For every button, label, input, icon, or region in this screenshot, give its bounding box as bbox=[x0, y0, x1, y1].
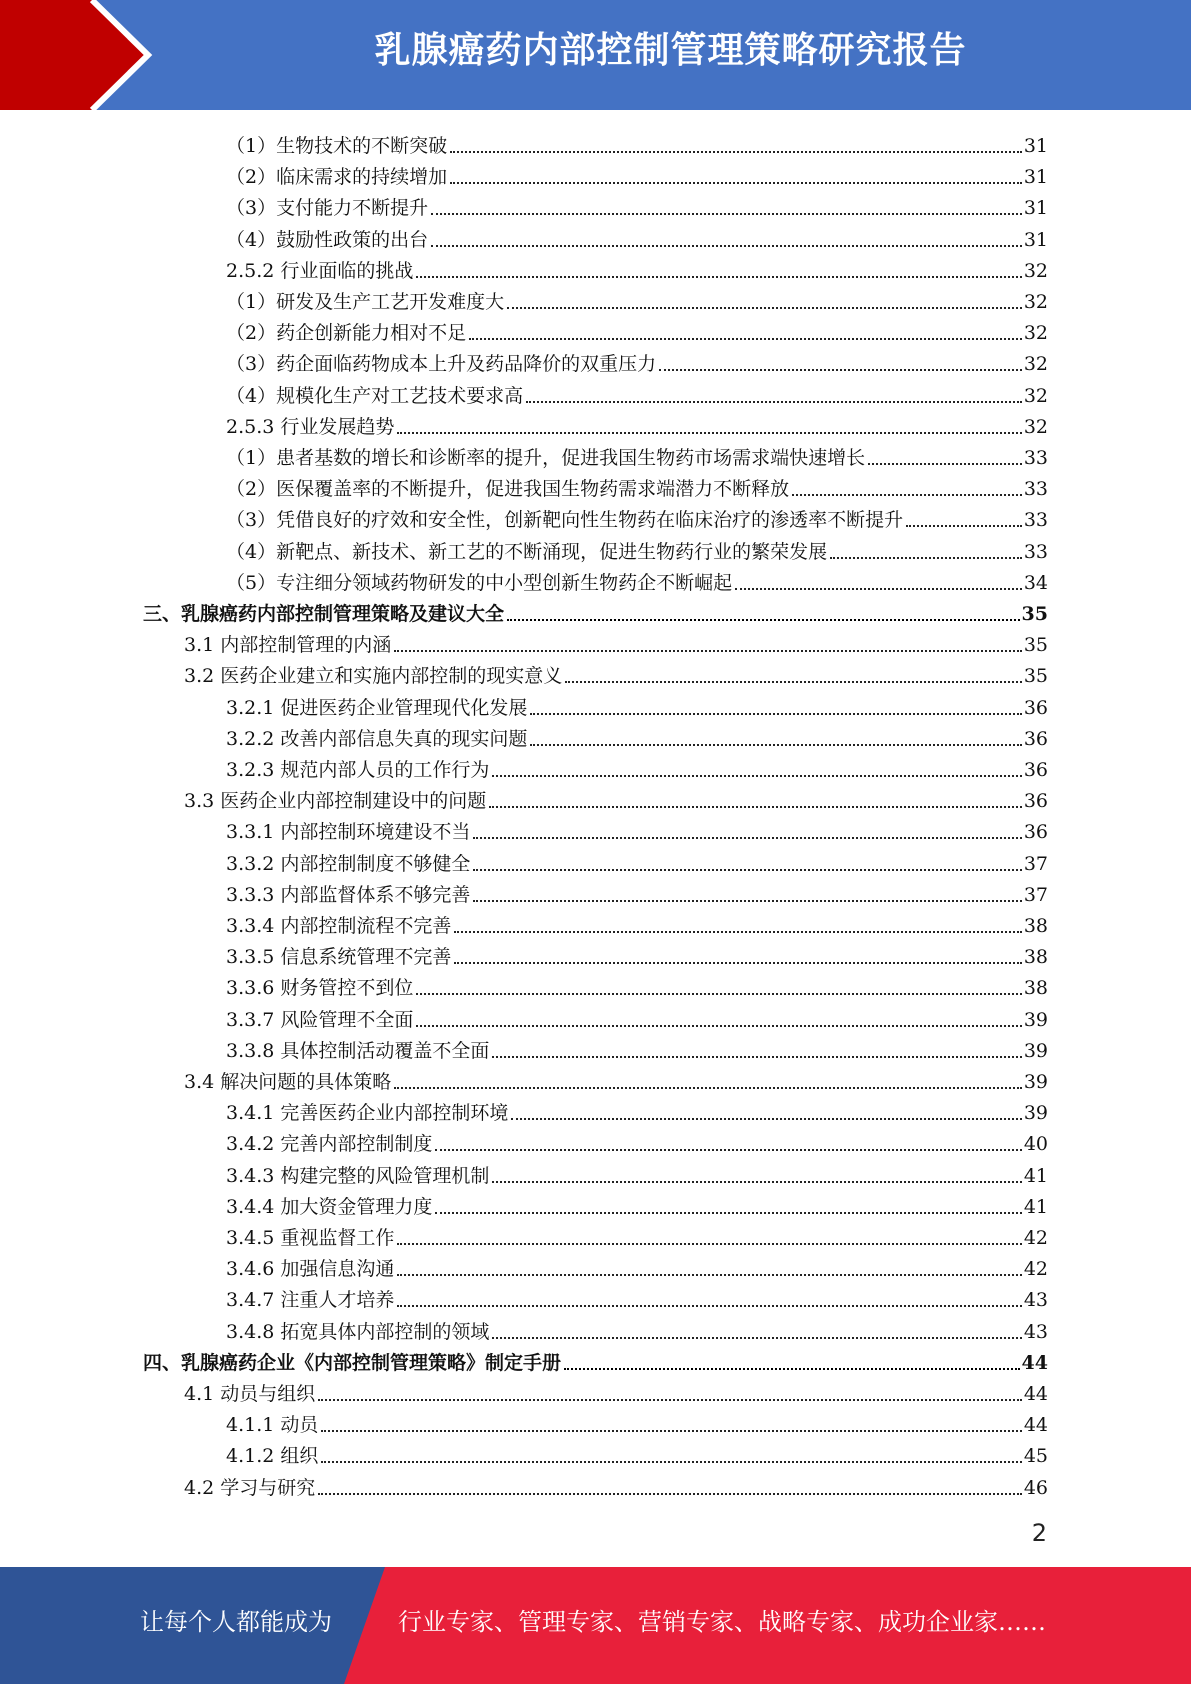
toc-dot-leader bbox=[450, 182, 1022, 184]
toc-dot-leader bbox=[906, 525, 1022, 527]
toc-entry-title: 2.5.3 行业发展趋势 bbox=[226, 415, 395, 438]
toc-entry[interactable] bbox=[226, 845, 1048, 876]
toc-entry-title: 3.4.6 加强信息沟通 bbox=[226, 1258, 395, 1281]
page-footer bbox=[0, 1567, 1191, 1684]
toc-entry-page: 43 bbox=[1023, 1289, 1048, 1312]
toc-entry-page: 33 bbox=[1023, 447, 1048, 469]
toc-entry[interactable] bbox=[226, 408, 1048, 439]
toc-dot-leader bbox=[792, 494, 1022, 496]
toc-entry-page: 36 bbox=[1023, 790, 1048, 813]
toc-dot-leader bbox=[454, 931, 1021, 933]
footer-slogan-left: 让每个人都能成为 bbox=[140, 1608, 332, 1636]
toc-entry-page: 32 bbox=[1023, 353, 1048, 376]
toc-dot-leader bbox=[394, 650, 1022, 652]
toc-entry-title: 4.1.2 组织 bbox=[226, 1445, 319, 1468]
toc-dot-leader bbox=[735, 588, 1022, 590]
toc-entry[interactable] bbox=[184, 1063, 1048, 1094]
toc-entry-title: 3.2.1 促进医药企业管理现代化发展 bbox=[226, 696, 528, 719]
toc-entry-title: 4.1 动员与组织 bbox=[184, 1383, 316, 1405]
toc-dot-leader bbox=[511, 1118, 1021, 1120]
footer-slogan-right: 行业专家、管理专家、营销专家、战略专家、成功企业家…… bbox=[398, 1608, 1046, 1636]
toc-entry[interactable] bbox=[226, 533, 1048, 564]
toc-entry[interactable] bbox=[226, 1188, 1048, 1219]
toc-entry-title: 3.4.4 加大资金管理力度 bbox=[226, 1195, 433, 1218]
toc-dot-leader bbox=[492, 1337, 1021, 1339]
toc-entry[interactable] bbox=[226, 189, 1048, 220]
toc-dot-leader bbox=[321, 1430, 1021, 1432]
toc-entry-page: 35 bbox=[1021, 603, 1048, 625]
toc-entry[interactable] bbox=[226, 720, 1048, 751]
toc-entry-title: 3.3 医药企业内部控制建设中的问题 bbox=[184, 790, 487, 813]
toc-entry-page: 39 bbox=[1023, 1071, 1048, 1093]
toc-entry-page: 40 bbox=[1023, 1133, 1048, 1156]
toc-entry[interactable] bbox=[226, 907, 1048, 938]
toc-entry-title: 三、乳腺癌药内部控制管理策略及建议大全 bbox=[143, 603, 505, 625]
toc-entry[interactable] bbox=[226, 470, 1048, 501]
toc-entry[interactable] bbox=[226, 1281, 1048, 1312]
toc-entry-page: 44 bbox=[1023, 1414, 1048, 1437]
toc-entry[interactable] bbox=[226, 345, 1048, 376]
toc-entry-page: 33 bbox=[1023, 509, 1048, 532]
toc-entry[interactable] bbox=[226, 1250, 1048, 1281]
toc-entry-title: 3.4.8 拓宽具体内部控制的领域 bbox=[226, 1320, 490, 1343]
toc-entry-page: 37 bbox=[1023, 883, 1048, 906]
toc-entry-page: 37 bbox=[1023, 852, 1048, 875]
toc-entry[interactable] bbox=[184, 782, 1048, 813]
toc-entry-page: 44 bbox=[1021, 1351, 1048, 1374]
toc-dot-leader bbox=[492, 1056, 1021, 1058]
toc-entry[interactable] bbox=[226, 283, 1048, 314]
page-header bbox=[0, 0, 1191, 110]
toc-entry[interactable] bbox=[226, 813, 1048, 844]
toc-entry-page: 36 bbox=[1023, 821, 1048, 844]
toc-entry[interactable] bbox=[226, 564, 1048, 595]
toc-entry-page: 36 bbox=[1023, 759, 1048, 781]
toc-dot-leader bbox=[530, 744, 1021, 746]
toc-dot-leader bbox=[416, 1025, 1021, 1027]
toc-entry-title: 3.3.3 内部监督体系不够完善 bbox=[226, 883, 471, 906]
toc-entry-title: （2）临床需求的持续增加 bbox=[226, 166, 448, 189]
toc-entry[interactable] bbox=[226, 1437, 1048, 1468]
toc-entry-page: 46 bbox=[1023, 1476, 1048, 1499]
toc-dot-leader bbox=[416, 993, 1021, 995]
toc-entry-title: 2.5.2 行业面临的挑战 bbox=[226, 259, 414, 282]
toc-entry-title: （3）药企面临药物成本上升及药品降价的双重压力 bbox=[226, 353, 657, 376]
toc-entry[interactable] bbox=[226, 1001, 1048, 1032]
toc-dot-leader bbox=[450, 151, 1022, 153]
toc-entry-title: 3.2 医药企业建立和实施内部控制的现实意义 bbox=[184, 665, 563, 688]
toc-entry[interactable] bbox=[184, 1469, 1048, 1500]
toc-entry-title: 3.3.1 内部控制环境建设不当 bbox=[226, 821, 471, 844]
toc-entry[interactable] bbox=[226, 1032, 1048, 1063]
toc-entry-title: 3.3.4 内部控制流程不完善 bbox=[226, 915, 452, 937]
toc-dot-leader bbox=[416, 276, 1021, 278]
toc-dot-leader bbox=[397, 1274, 1021, 1276]
toc-entry-page: 38 bbox=[1023, 946, 1048, 969]
toc-entry-page: 32 bbox=[1023, 322, 1048, 345]
toc-entry-page: 31 bbox=[1023, 135, 1048, 157]
toc-entry[interactable] bbox=[226, 1157, 1048, 1188]
toc-dot-leader bbox=[469, 338, 1022, 340]
toc-entry[interactable] bbox=[226, 439, 1048, 470]
toc-entry-page: 32 bbox=[1023, 291, 1048, 313]
toc-dot-leader bbox=[473, 837, 1021, 839]
toc-entry-title: （2）医保覆盖率的不断提升，促进我国生物药需求端潜力不断释放 bbox=[226, 478, 790, 501]
toc-dot-leader bbox=[565, 681, 1022, 683]
toc-entry-page: 38 bbox=[1023, 977, 1048, 1000]
toc-entry[interactable] bbox=[226, 938, 1048, 969]
toc-dot-leader bbox=[507, 619, 1020, 621]
toc-entry-page: 32 bbox=[1023, 259, 1048, 282]
toc-entry-title: 3.1 内部控制管理的内涵 bbox=[184, 634, 392, 657]
toc-entry[interactable] bbox=[143, 595, 1048, 626]
toc-dot-leader bbox=[830, 557, 1022, 559]
toc-dot-leader bbox=[321, 1461, 1021, 1463]
toc-entry-title: （1）患者基数的增长和诊断率的提升，促进我国生物药市场需求端快速增长 bbox=[226, 447, 866, 469]
toc-entry-page: 41 bbox=[1023, 1164, 1048, 1187]
toc-dot-leader bbox=[492, 775, 1021, 777]
header-red-arrow bbox=[0, 0, 148, 110]
toc-entry-title: 3.4.2 完善内部控制制度 bbox=[226, 1133, 433, 1156]
toc-entry-title: 3.2.2 改善内部信息失真的现实问题 bbox=[226, 727, 528, 750]
toc-entry-title: 3.3.7 风险管理不全面 bbox=[226, 1008, 414, 1031]
toc-entry-title: （2）药企创新能力相对不足 bbox=[226, 322, 467, 345]
toc-entry[interactable] bbox=[226, 689, 1048, 720]
toc-entry[interactable] bbox=[184, 626, 1048, 657]
toc-entry-page: 39 bbox=[1023, 1039, 1048, 1062]
toc-entry-page: 31 bbox=[1023, 228, 1048, 251]
toc-entry[interactable] bbox=[226, 1094, 1048, 1125]
toc-dot-leader bbox=[492, 1181, 1021, 1183]
toc-dot-leader bbox=[435, 1149, 1021, 1151]
toc-entry[interactable] bbox=[226, 252, 1048, 283]
toc-entry-title: 3.3.5 信息系统管理不完善 bbox=[226, 946, 452, 969]
toc-dot-leader bbox=[473, 900, 1021, 902]
toc-dot-leader bbox=[431, 245, 1022, 247]
toc-entry-title: 3.4.7 注重人才培养 bbox=[226, 1289, 395, 1312]
toc-entry-title: 4.1.1 动员 bbox=[226, 1414, 319, 1437]
toc-dot-leader bbox=[530, 713, 1021, 715]
toc-entry-title: （4）鼓励性政策的出台 bbox=[226, 228, 429, 251]
toc-entry-title: 3.3.6 财务管控不到位 bbox=[226, 977, 414, 1000]
toc-entry-page: 33 bbox=[1023, 540, 1048, 563]
toc-entry-page: 31 bbox=[1023, 166, 1048, 189]
toc-entry-title: （5）专注细分领域药物研发的中小型创新生物药企不断崛起 bbox=[226, 571, 733, 594]
toc-entry-title: （4）规模化生产对工艺技术要求高 bbox=[226, 384, 524, 407]
toc-entry-page: 35 bbox=[1023, 665, 1048, 688]
toc-dot-leader bbox=[868, 463, 1022, 465]
toc-entry-page: 44 bbox=[1023, 1383, 1048, 1405]
toc-entry-title: （3）支付能力不断提升 bbox=[226, 197, 429, 220]
toc-entry-page: 35 bbox=[1023, 634, 1048, 657]
toc-dot-leader bbox=[454, 962, 1021, 964]
toc-entry-title: 3.4 解决问题的具体策略 bbox=[184, 1071, 392, 1093]
toc-entry[interactable] bbox=[226, 969, 1048, 1000]
toc-entry-page: 41 bbox=[1023, 1195, 1048, 1218]
toc-dot-leader bbox=[397, 1243, 1021, 1245]
toc-entry-page: 39 bbox=[1023, 1102, 1048, 1125]
toc-entry[interactable] bbox=[226, 127, 1048, 158]
toc-entry[interactable] bbox=[226, 377, 1048, 408]
toc-entry[interactable] bbox=[226, 1406, 1048, 1437]
toc-dot-leader bbox=[435, 1212, 1021, 1214]
toc-dot-leader bbox=[564, 1368, 1020, 1370]
toc-entry-page: 45 bbox=[1023, 1445, 1048, 1468]
toc-entry-page: 36 bbox=[1023, 696, 1048, 719]
toc-entry[interactable] bbox=[184, 1375, 1048, 1406]
toc-entry-title: （1）研发及生产工艺开发难度大 bbox=[226, 291, 505, 313]
toc-dot-leader bbox=[473, 869, 1021, 871]
toc-dot-leader bbox=[507, 307, 1022, 309]
toc-entry-title: 3.4.1 完善医药企业内部控制环境 bbox=[226, 1102, 509, 1125]
toc-dot-leader bbox=[489, 806, 1022, 808]
toc-entry-page: 36 bbox=[1023, 727, 1048, 750]
toc-entry-page: 38 bbox=[1023, 915, 1048, 937]
toc-entry-title: （3）凭借良好的疗效和安全性，创新靶向性生物药在临床治疗的渗透率不断提升 bbox=[226, 509, 904, 532]
toc-entry-title: （1）生物技术的不断突破 bbox=[226, 135, 448, 157]
toc-entry-page: 33 bbox=[1023, 478, 1048, 501]
toc-entry-page: 32 bbox=[1023, 415, 1048, 438]
toc-dot-leader bbox=[431, 213, 1022, 215]
toc-entry-page: 39 bbox=[1023, 1008, 1048, 1031]
toc-entry[interactable] bbox=[226, 876, 1048, 907]
toc-entry[interactable] bbox=[226, 158, 1048, 189]
toc-entry-page: 31 bbox=[1023, 197, 1048, 220]
toc-entry-title: 3.3.8 具体控制活动覆盖不全面 bbox=[226, 1039, 490, 1062]
toc-dot-leader bbox=[318, 1493, 1022, 1495]
toc-entry[interactable] bbox=[143, 1344, 1048, 1375]
toc-entry[interactable] bbox=[184, 657, 1048, 688]
toc-entry-title: 3.4.5 重视监督工作 bbox=[226, 1227, 395, 1249]
toc-entry[interactable] bbox=[226, 751, 1048, 782]
toc-dot-leader bbox=[526, 401, 1022, 403]
toc-entry-page: 32 bbox=[1023, 384, 1048, 407]
toc-dot-leader bbox=[318, 1399, 1022, 1401]
toc-dot-leader bbox=[659, 369, 1022, 371]
toc-dot-leader bbox=[397, 432, 1021, 434]
toc-entry-page: 43 bbox=[1023, 1320, 1048, 1343]
toc-entry-title: 4.2 学习与研究 bbox=[184, 1476, 316, 1499]
toc-entry-title: 四、乳腺癌药企业《内部控制管理策略》制定手册 bbox=[143, 1351, 562, 1374]
toc-entry-title: 3.2.3 规范内部人员的工作行为 bbox=[226, 759, 490, 781]
toc-entry[interactable] bbox=[226, 1313, 1048, 1344]
toc-dot-leader bbox=[397, 1305, 1021, 1307]
toc-entry[interactable] bbox=[226, 221, 1048, 252]
toc-entry-page: 34 bbox=[1023, 571, 1048, 594]
toc-entry-title: 3.4.3 构建完整的风险管理机制 bbox=[226, 1164, 490, 1187]
toc-dot-leader bbox=[394, 1087, 1022, 1089]
toc-entry-title: 3.3.2 内部控制制度不够健全 bbox=[226, 852, 471, 875]
toc-entry[interactable] bbox=[226, 314, 1048, 345]
toc-entry-page: 42 bbox=[1023, 1227, 1048, 1249]
toc-entry[interactable] bbox=[226, 1219, 1048, 1250]
report-title: 乳腺癌药内部控制管理策略研究报告 bbox=[374, 30, 967, 71]
toc-entry[interactable] bbox=[226, 1125, 1048, 1156]
page-number: 2 bbox=[1031, 1519, 1047, 1547]
toc-entry-page: 42 bbox=[1023, 1258, 1048, 1281]
toc-entry-title: （4）新靶点、新技术、新工艺的不断涌现，促进生物药行业的繁荣发展 bbox=[226, 540, 828, 563]
toc-entry[interactable] bbox=[226, 501, 1048, 532]
